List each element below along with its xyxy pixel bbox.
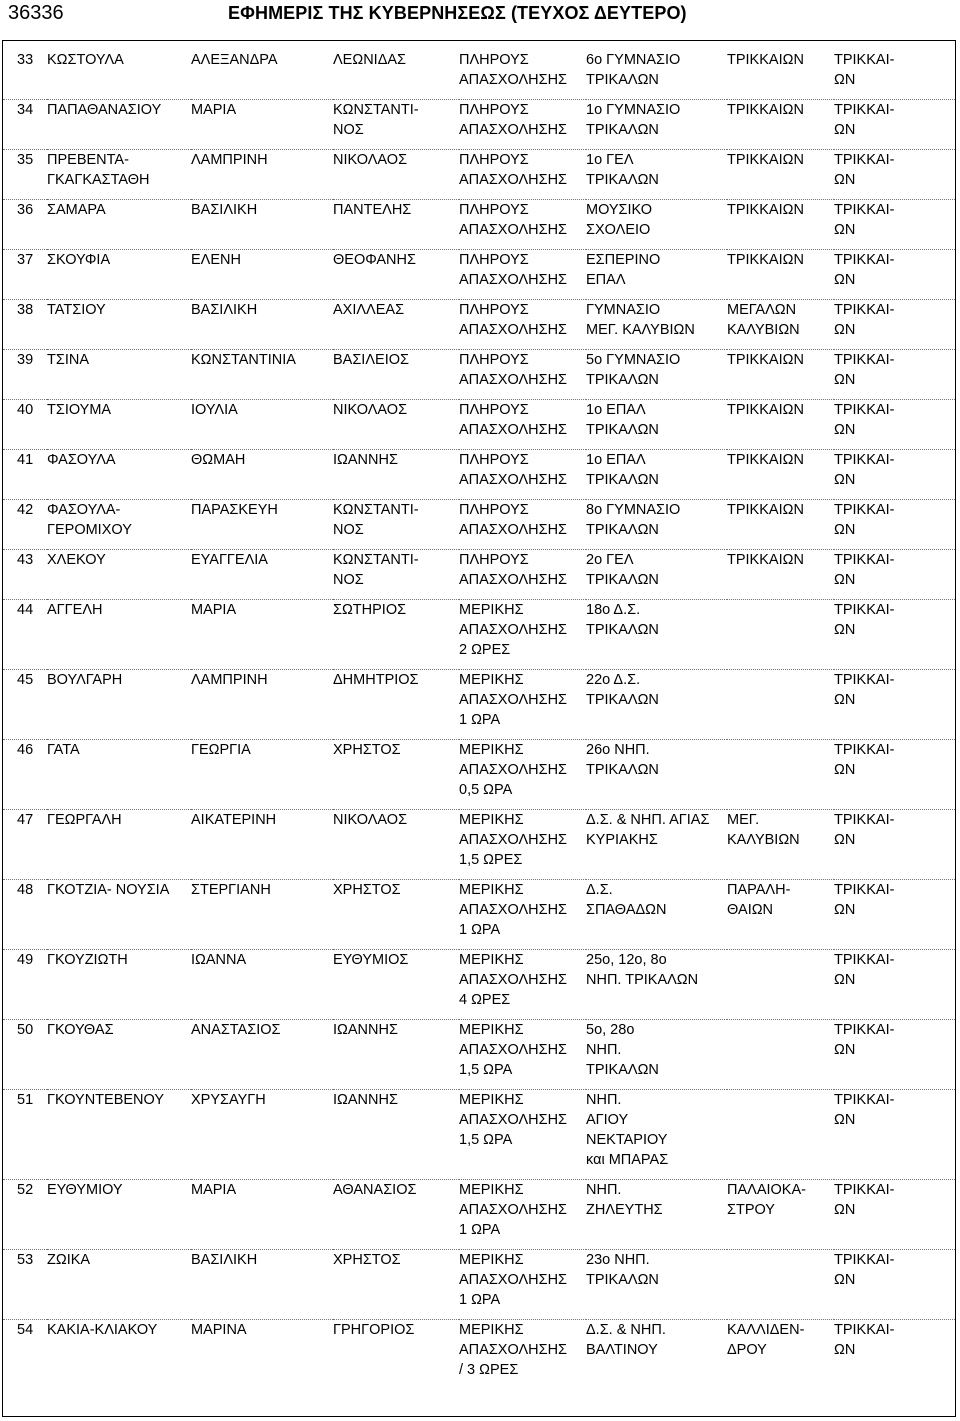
table-row — [3, 1090, 955, 1180]
area-cell: ΜΕΓ. ΚΑΛΥΒΙΩΝ — [727, 810, 834, 880]
surname-cell: ΣΚΟΥΦΙΑ — [47, 250, 191, 300]
directorate-cell: ΤΡΙΚΚΑΙ- ΩΝ — [834, 1090, 955, 1180]
area-cell: ΚΑΛΛΙΔΕΝ- ΔΡΟΥ — [727, 1322, 805, 1358]
employment-type-cell: ΠΛΗΡΟΥΣ ΑΠΑΣΧΟΛΗΣΗΣ — [459, 100, 586, 150]
father-name-cell: ΙΩΑΝΝΗΣ — [333, 1020, 459, 1090]
table-row — [3, 450, 955, 500]
directorate-cell: ΤΡΙΚΚΑΙ- ΩΝ — [834, 880, 955, 950]
first-name-cell: ΕΥΑΓΓΕΛΙΑ — [191, 550, 333, 600]
directorate-cell: ΤΡΙΚΚΑΙ- ΩΝ — [834, 300, 955, 350]
surname-cell: ΧΛΕΚΟΥ — [47, 550, 191, 600]
row-number: 45 — [3, 670, 47, 740]
area-cell: ΤΡΙΚΚΑΙΩΝ — [727, 450, 834, 500]
directorate-cell: ΤΡΙΚΚΑΙ- ΩΝ — [834, 50, 955, 100]
surname-cell: ΓΚΟΥΝΤΕΒΕΝΟΥ — [47, 1090, 191, 1180]
directorate-cell: ΤΡΙΚΚΑΙ- ΩΝ — [834, 150, 955, 200]
row-number: 42 — [3, 500, 47, 550]
father-name-cell: ΑΧΙΛΛΕΑΣ — [333, 300, 459, 350]
area-cell: ΠΑΡΑΛΗ- ΘΑΙΩΝ — [727, 880, 834, 950]
first-name-cell: ΒΑΣΙΛΙΚΗ — [191, 200, 333, 250]
surname-cell: ΓΚΟΥΖΙΩΤΗ — [47, 950, 191, 1020]
row-number: 47 — [3, 810, 47, 880]
first-name-cell: ΜΑΡΙΑ — [191, 1180, 333, 1250]
father-name-cell: ΧΡΗΣΤΟΣ — [333, 740, 459, 810]
directorate-cell: ΤΡΙΚΚΑΙ- ΩΝ — [834, 670, 955, 740]
father-name-cell: ΒΑΣΙΛΕΙΟΣ — [333, 350, 459, 400]
first-name-cell: ΣΤΕΡΓΙΑΝΗ — [191, 880, 333, 950]
row-number: 40 — [3, 400, 47, 450]
school-unit-cell: 1ο ΓΕΛ ΤΡΙΚΑΛΩΝ — [586, 150, 727, 200]
table-row — [3, 670, 955, 740]
staff-table — [3, 50, 955, 1389]
employment-type-cell: ΜΕΡΙΚΗΣ ΑΠΑΣΧΟΛΗΣΗΣ 2 ΩΡΕΣ — [459, 600, 586, 670]
table-row — [3, 810, 955, 880]
father-name-cell: ΝΙΚΟΛΑΟΣ — [333, 810, 459, 880]
area-cell — [727, 1020, 834, 1090]
father-name-cell: ΠΑΝΤΕΛΗΣ — [333, 200, 459, 250]
employment-type-cell: ΠΛΗΡΟΥΣ ΑΠΑΣΧΟΛΗΣΗΣ — [459, 450, 586, 500]
employment-type-cell: ΠΛΗΡΟΥΣ ΑΠΑΣΧΟΛΗΣΗΣ — [459, 350, 586, 400]
row-number: 37 — [3, 250, 47, 300]
directorate-cell: ΤΡΙΚΚΑΙ- ΩΝ — [834, 400, 955, 450]
school-unit-cell: Δ.Σ. ΣΠΑΘΑΔΩΝ — [586, 880, 727, 950]
employment-type-cell: ΜΕΡΙΚΗΣ ΑΠΑΣΧΟΛΗΣΗΣ 1 ΩΡΑ — [459, 1250, 586, 1320]
directorate-cell: ΤΡΙΚΚΑΙ- ΩΝ — [834, 1322, 895, 1358]
directorate-cell: ΤΡΙΚΚΑΙ- ΩΝ — [834, 1180, 955, 1250]
employment-type-cell: ΜΕΡΙΚΗΣ ΑΠΑΣΧΟΛΗΣΗΣ / 3 ΩΡΕΣ — [459, 1322, 568, 1378]
area-cell: ΤΡΙΚΚΑΙΩΝ — [727, 150, 834, 200]
directorate-cell: ΤΡΙΚΚΑΙ- ΩΝ — [834, 500, 955, 550]
first-name-cell: ΧΡΥΣΑΥΓΗ — [191, 1090, 333, 1180]
directorate-cell: ΤΡΙΚΚΑΙ- ΩΝ — [834, 200, 955, 250]
first-name-cell: ΘΩΜΑΗ — [191, 450, 333, 500]
table-row — [3, 100, 955, 150]
surname-cell: ΒΟΥΛΓΑΡΗ — [47, 670, 191, 740]
employment-type-cell: ΠΛΗΡΟΥΣ ΑΠΑΣΧΟΛΗΣΗΣ — [459, 50, 586, 100]
father-name-cell: ΚΩΝΣΤΑΝΤΙ- ΝΟΣ — [333, 550, 459, 600]
area-cell — [727, 600, 834, 670]
directorate-cell: ΤΡΙΚΚΑΙ- ΩΝ — [834, 350, 955, 400]
first-name-cell: ΙΩΑΝΝΑ — [191, 950, 333, 1020]
father-name-cell: ΓΡΗΓΟΡΙΟΣ — [333, 1322, 415, 1338]
father-name-cell: ΑΘΑΝΑΣΙΟΣ — [333, 1180, 459, 1250]
table-body — [3, 50, 955, 1389]
surname-cell: ΣΑΜΑΡΑ — [47, 200, 191, 250]
first-name-cell: ΜΑΡΙΑ — [191, 600, 333, 670]
father-name-cell: ΕΥΘΥΜΙΟΣ — [333, 950, 459, 1020]
employment-type-cell: ΠΛΗΡΟΥΣ ΑΠΑΣΧΟΛΗΣΗΣ — [459, 500, 586, 550]
area-cell: ΤΡΙΚΚΑΙΩΝ — [727, 550, 834, 600]
school-unit-cell: ΝΗΠ. ΖΗΛΕΥΤΗΣ — [586, 1180, 727, 1250]
table-row — [3, 400, 955, 450]
area-cell: ΤΡΙΚΚΑΙΩΝ — [727, 50, 834, 100]
school-unit-cell: 5ο, 28ο ΝΗΠ. ΤΡΙΚΑΛΩΝ — [586, 1020, 727, 1090]
directorate-cell: ΤΡΙΚΚΑΙ- ΩΝ — [834, 600, 955, 670]
table-row — [3, 550, 955, 600]
school-unit-cell: Δ.Σ. & ΝΗΠ. ΑΓΙΑΣ ΚΥΡΙΑΚΗΣ — [586, 810, 727, 880]
father-name-cell: ΚΩΝΣΤΑΝΤΙ- ΝΟΣ — [333, 100, 459, 150]
area-cell: ΤΡΙΚΚΑΙΩΝ — [727, 400, 834, 450]
surname-cell: ΓΕΩΡΓΑΛΗ — [47, 810, 191, 880]
table-row — [3, 300, 955, 350]
father-name-cell: ΣΩΤΗΡΙΟΣ — [333, 600, 459, 670]
employment-type-cell: ΜΕΡΙΚΗΣ ΑΠΑΣΧΟΛΗΣΗΣ 1,5 ΩΡΕΣ — [459, 810, 586, 880]
surname-cell: ΓΚΟΤΖΙΑ- ΝΟΥΣΙΑ — [47, 880, 191, 950]
school-unit-cell: 8ο ΓΥΜΝΑΣΙΟ ΤΡΙΚΑΛΩΝ — [586, 500, 727, 550]
employment-type-cell: ΠΛΗΡΟΥΣ ΑΠΑΣΧΟΛΗΣΗΣ — [459, 550, 586, 600]
area-cell — [727, 1090, 834, 1180]
directorate-cell: ΤΡΙΚΚΑΙ- ΩΝ — [834, 450, 955, 500]
area-cell: ΤΡΙΚΚΑΙΩΝ — [727, 500, 834, 550]
surname-cell: ΤΑΤΣΙΟΥ — [47, 300, 191, 350]
area-cell — [727, 670, 834, 740]
row-number: 46 — [3, 740, 47, 810]
area-cell — [727, 950, 834, 1020]
employment-type-cell: ΠΛΗΡΟΥΣ ΑΠΑΣΧΟΛΗΣΗΣ — [459, 250, 586, 300]
directorate-cell: ΤΡΙΚΚΑΙ- ΩΝ — [834, 1020, 955, 1090]
table-row — [3, 1320, 955, 1390]
school-unit-cell: ΓΥΜΝΑΣΙΟ ΜΕΓ. ΚΑΛΥΒΙΩΝ — [586, 300, 727, 350]
directorate-cell: ΤΡΙΚΚΑΙ- ΩΝ — [834, 100, 955, 150]
father-name-cell: ΙΩΑΝΝΗΣ — [333, 1090, 459, 1180]
area-cell — [727, 740, 834, 810]
area-cell: ΤΡΙΚΚΑΙΩΝ — [727, 350, 834, 400]
row-number: 51 — [3, 1090, 47, 1180]
area-cell — [727, 1250, 834, 1320]
surname-cell: ΠΑΠΑΘΑΝΑΣΙΟΥ — [47, 100, 191, 150]
first-name-cell: ΛΑΜΠΡΙΝΗ — [191, 150, 333, 200]
first-name-cell: ΜΑΡΙΝΑ — [191, 1322, 247, 1338]
row-number: 44 — [3, 600, 47, 670]
table-row — [3, 150, 955, 200]
row-number: 36 — [3, 200, 47, 250]
surname-cell: ΖΩΙΚΑ — [47, 1250, 191, 1320]
first-name-cell: ΑΛΕΞΑΝΔΡΑ — [191, 50, 333, 100]
first-name-cell: ΠΑΡΑΣΚΕΥΗ — [191, 500, 333, 550]
page-number: 36336 — [8, 2, 64, 24]
father-name-cell: ΙΩΑΝΝΗΣ — [333, 450, 459, 500]
row-number: 52 — [3, 1180, 47, 1250]
row-number: 38 — [3, 300, 47, 350]
school-unit-cell: Δ.Σ. & ΝΗΠ. ΒΑΛΤΙΝΟΥ — [586, 1322, 666, 1358]
surname-cell: ΤΣΙΟΥΜΑ — [47, 400, 191, 450]
surname-cell: ΚΩΣΤΟΥΛΑ — [47, 50, 191, 100]
directorate-cell: ΤΡΙΚΚΑΙ- ΩΝ — [834, 810, 955, 880]
father-name-cell: ΚΩΝΣΤΑΝΤΙ- ΝΟΣ — [333, 500, 459, 550]
school-unit-cell: ΜΟΥΣΙΚΟ ΣΧΟΛΕΙΟ — [586, 200, 727, 250]
row-number: 49 — [3, 950, 47, 1020]
employment-type-cell: ΜΕΡΙΚΗΣ ΑΠΑΣΧΟΛΗΣΗΣ 1,5 ΩΡΑ — [459, 1020, 586, 1090]
table-row — [3, 500, 955, 550]
directorate-cell: ΤΡΙΚΚΑΙ- ΩΝ — [834, 250, 955, 300]
table-row — [3, 350, 955, 400]
row-number: 34 — [3, 100, 47, 150]
row-number: 54 — [17, 1322, 34, 1338]
employment-type-cell: ΠΛΗΡΟΥΣ ΑΠΑΣΧΟΛΗΣΗΣ — [459, 150, 586, 200]
employment-type-cell: ΜΕΡΙΚΗΣ ΑΠΑΣΧΟΛΗΣΗΣ 0,5 ΩΡΑ — [459, 740, 586, 810]
directorate-cell: ΤΡΙΚΚΑΙ- ΩΝ — [834, 740, 955, 810]
first-name-cell: ΒΑΣΙΛΙΚΗ — [191, 1250, 333, 1320]
employment-type-cell: ΜΕΡΙΚΗΣ ΑΠΑΣΧΟΛΗΣΗΣ 1 ΩΡΑ — [459, 1180, 586, 1250]
surname-cell: ΦΑΣΟΥΛΑ — [47, 450, 191, 500]
employment-type-cell: ΠΛΗΡΟΥΣ ΑΠΑΣΧΟΛΗΣΗΣ — [459, 300, 586, 350]
surname-cell: ΠΡΕΒΕΝΤΑ- ΓΚΑΓΚΑΣΤΑΘΗ — [47, 150, 191, 200]
surname-cell: ΚΑΚΙΑ-ΚΛΙΑΚΟΥ — [47, 1322, 158, 1338]
row-number: 48 — [3, 880, 47, 950]
first-name-cell: ΛΑΜΠΡΙΝΗ — [191, 670, 333, 740]
page-header — [0, 0, 960, 40]
father-name-cell: ΛΕΩΝΙΔΑΣ — [333, 50, 459, 100]
table-row — [3, 1180, 955, 1250]
father-name-cell: ΘΕΟΦΑΝΗΣ — [333, 250, 459, 300]
first-name-cell: ΜΑΡΙΑ — [191, 100, 333, 150]
area-cell: ΜΕΓΑΛΩΝ ΚΑΛΥΒΙΩΝ — [727, 300, 834, 350]
first-name-cell: ΙΟΥΛΙΑ — [191, 400, 333, 450]
first-name-cell: ΚΩΝΣΤΑΝΤΙΝΙΑ — [191, 350, 333, 400]
table-row — [3, 600, 955, 670]
row-number: 39 — [3, 350, 47, 400]
employment-type-cell: ΠΛΗΡΟΥΣ ΑΠΑΣΧΟΛΗΣΗΣ — [459, 200, 586, 250]
table-row — [3, 950, 955, 1020]
father-name-cell: ΔΗΜΗΤΡΙΟΣ — [333, 670, 459, 740]
first-name-cell: ΑΝΑΣΤΑΣΙΟΣ — [191, 1020, 333, 1090]
area-cell: ΤΡΙΚΚΑΙΩΝ — [727, 200, 834, 250]
school-unit-cell: 18ο Δ.Σ. ΤΡΙΚΑΛΩΝ — [586, 600, 727, 670]
school-unit-cell: 26ο ΝΗΠ. ΤΡΙΚΑΛΩΝ — [586, 740, 727, 810]
first-name-cell: ΒΑΣΙΛΙΚΗ — [191, 300, 333, 350]
surname-cell: ΓΑΤΑ — [47, 740, 191, 810]
area-cell: ΠΑΛΑΙΟΚΑ- ΣΤΡΟΥ — [727, 1180, 834, 1250]
table-row — [3, 200, 955, 250]
school-unit-cell: 1ο ΕΠΑΛ ΤΡΙΚΑΛΩΝ — [586, 400, 727, 450]
table-row — [3, 50, 955, 100]
first-name-cell: ΑΙΚΑΤΕΡΙΝΗ — [191, 810, 333, 880]
row-number: 35 — [3, 150, 47, 200]
row-number: 53 — [3, 1250, 47, 1320]
surname-cell: ΦΑΣΟΥΛΑ- ΓΕΡΟΜΙΧΟΥ — [47, 500, 191, 550]
directorate-cell: ΤΡΙΚΚΑΙ- ΩΝ — [834, 950, 955, 1020]
surname-cell: ΕΥΘΥΜΙΟΥ — [47, 1180, 191, 1250]
directorate-cell: ΤΡΙΚΚΑΙ- ΩΝ — [834, 550, 955, 600]
school-unit-cell: 1ο ΕΠΑΛ ΤΡΙΚΑΛΩΝ — [586, 450, 727, 500]
first-name-cell: ΕΛΕΝΗ — [191, 250, 333, 300]
father-name-cell: ΝΙΚΟΛΑΟΣ — [333, 400, 459, 450]
table-row — [3, 1020, 955, 1090]
table-row — [3, 740, 955, 810]
school-unit-cell: 25ο, 12ο, 8ο ΝΗΠ. ΤΡΙΚΑΛΩΝ — [586, 950, 727, 1020]
area-cell: ΤΡΙΚΚΑΙΩΝ — [727, 250, 834, 300]
employment-type-cell: ΜΕΡΙΚΗΣ ΑΠΑΣΧΟΛΗΣΗΣ 4 ΩΡΕΣ — [459, 950, 586, 1020]
surname-cell: ΤΣΙΝΑ — [47, 350, 191, 400]
employment-type-cell: ΠΛΗΡΟΥΣ ΑΠΑΣΧΟΛΗΣΗΣ — [459, 400, 586, 450]
table-row — [3, 1250, 955, 1320]
first-name-cell: ΓΕΩΡΓΙΑ — [191, 740, 333, 810]
school-unit-cell: 23ο ΝΗΠ. ΤΡΙΚΑΛΩΝ — [586, 1250, 727, 1320]
father-name-cell: ΝΙΚΟΛΑΟΣ — [333, 150, 459, 200]
school-unit-cell: 2ο ΓΕΛ ΤΡΙΚΑΛΩΝ — [586, 550, 727, 600]
row-number: 50 — [3, 1020, 47, 1090]
row-number: 33 — [3, 50, 47, 100]
employment-type-cell: ΜΕΡΙΚΗΣ ΑΠΑΣΧΟΛΗΣΗΣ 1 ΩΡΑ — [459, 880, 586, 950]
school-unit-cell: 5ο ΓΥΜΝΑΣΙΟ ΤΡΙΚΑΛΩΝ — [586, 350, 727, 400]
father-name-cell: ΧΡΗΣΤΟΣ — [333, 880, 459, 950]
surname-cell: ΓΚΟΥΘΑΣ — [47, 1020, 191, 1090]
directorate-cell: ΤΡΙΚΚΑΙ- ΩΝ — [834, 1250, 955, 1320]
school-unit-cell: ΕΣΠΕΡΙΝΟ ΕΠΑΛ — [586, 250, 727, 300]
table-row — [3, 880, 955, 950]
gazette-title: ΕΦΗΜΕΡΙΣ ΤΗΣ ΚΥΒΕΡΝΗΣΕΩΣ (ΤΕΥΧΟΣ ΔΕΥΤΕΡΟ) — [228, 3, 687, 23]
school-unit-cell: ΝΗΠ. ΑΓΙΟΥ ΝΕΚΤΑΡΙΟΥ και ΜΠΑΡΑΣ — [586, 1090, 727, 1180]
employment-type-cell: ΜΕΡΙΚΗΣ ΑΠΑΣΧΟΛΗΣΗΣ 1,5 ΩΡΑ — [459, 1090, 586, 1180]
school-unit-cell: 6ο ΓΥΜΝΑΣΙΟ ΤΡΙΚΑΛΩΝ — [586, 50, 727, 100]
surname-cell: ΑΓΓΕΛΗ — [47, 600, 191, 670]
table-row — [3, 250, 955, 300]
area-cell: ΤΡΙΚΚΑΙΩΝ — [727, 100, 834, 150]
school-unit-cell: 22ο Δ.Σ. ΤΡΙΚΑΛΩΝ — [586, 670, 727, 740]
row-number: 41 — [3, 450, 47, 500]
employment-type-cell: ΜΕΡΙΚΗΣ ΑΠΑΣΧΟΛΗΣΗΣ 1 ΩΡΑ — [459, 670, 586, 740]
father-name-cell: ΧΡΗΣΤΟΣ — [333, 1250, 459, 1320]
school-unit-cell: 1ο ΓΥΜΝΑΣΙΟ ΤΡΙΚΑΛΩΝ — [586, 100, 727, 150]
row-number: 43 — [3, 550, 47, 600]
